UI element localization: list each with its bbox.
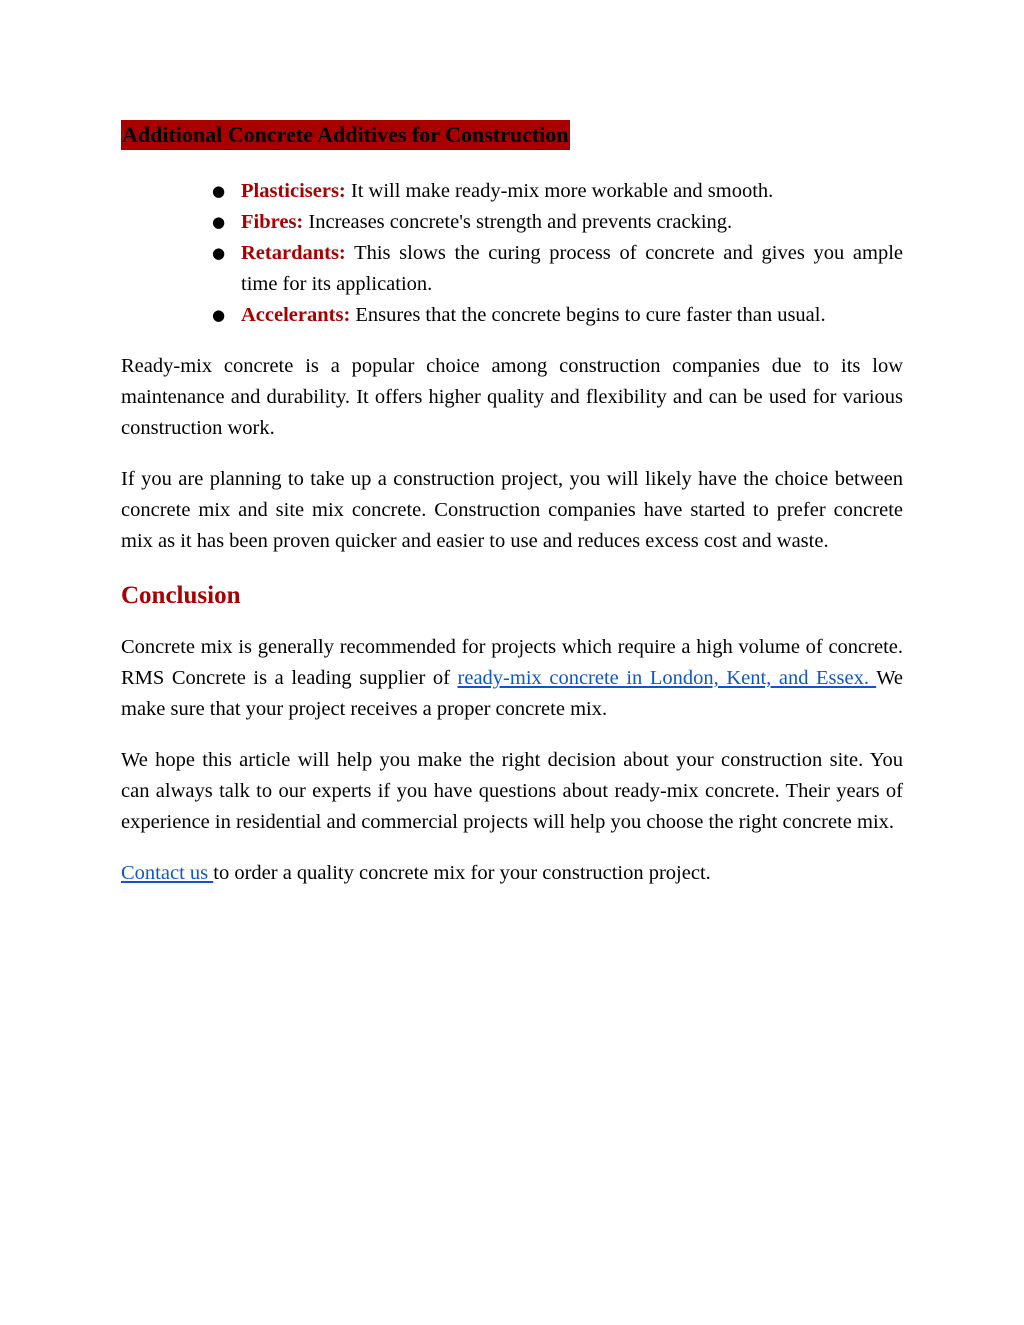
list-item-text: Ensures that the concrete begins to cure faster than usual. (350, 304, 826, 326)
list-item (121, 300, 903, 331)
ready-mix-london-link[interactable]: ready-mix concrete in London, Kent, and Essex. (457, 667, 877, 689)
list-item-term: Retardants: (241, 242, 346, 264)
list-item-text: Increases concrete's strength and prevents cracking. (303, 211, 733, 233)
list-item (121, 207, 903, 238)
paragraph-contact (121, 858, 903, 889)
list-item-text: It will make ready-mix more workable and smooth. (345, 180, 774, 202)
document-content (121, 120, 903, 889)
list-item (121, 238, 903, 300)
bullet-icon: ● (212, 182, 226, 200)
bullet-icon: ● (212, 244, 226, 262)
list-item-term: Fibres: (241, 211, 304, 233)
additives-list (121, 176, 903, 331)
conclusion-heading: Conclusion (121, 582, 241, 609)
list-item-text: This slows the curing process of concrete and gives you ample time for its application. (241, 242, 903, 295)
section-heading: Additional Concrete Additives for Construction (121, 120, 570, 150)
bullet-icon: ● (212, 306, 226, 324)
paragraph-text: to order a quality concrete mix for your construction project. (213, 862, 711, 884)
list-item-term: Accelerants: (241, 304, 351, 326)
paragraph-recommendation (121, 632, 903, 725)
paragraph-construction-project: If you are planning to take up a construction project, you will likely have the choice between concrete mix and site mix concrete. Construction companies have started to prefer concrete mix as it has been proven quicker and easier to use and reduces excess cost and waste. (121, 468, 903, 552)
paragraph-text: Concrete mix is generally recommended for projects which require a high volume of concrete. RMS Concrete is a leading supplier of (121, 636, 903, 689)
paragraph-decision-help: We hope this article will help you make the right decision about your construction site. You can always talk to our experts if you have questions about ready-mix concrete. Their years of experience in residential and commercial projects will help you choose the right concrete mix. (121, 749, 903, 833)
bullet-icon: ● (212, 213, 226, 231)
paragraph-ready-mix-popularity: Ready-mix concrete is a popular choice among construction companies due to its low maintenance and durability. It offers higher quality and flexibility and can be used for various construction work. (121, 355, 903, 439)
paragraph-text: We make sure that your project receives a proper concrete mix. (121, 667, 903, 720)
contact-us-link[interactable]: Contact us (121, 862, 214, 884)
list-item-term: Plasticisers: (241, 180, 346, 202)
list-item (121, 176, 903, 207)
